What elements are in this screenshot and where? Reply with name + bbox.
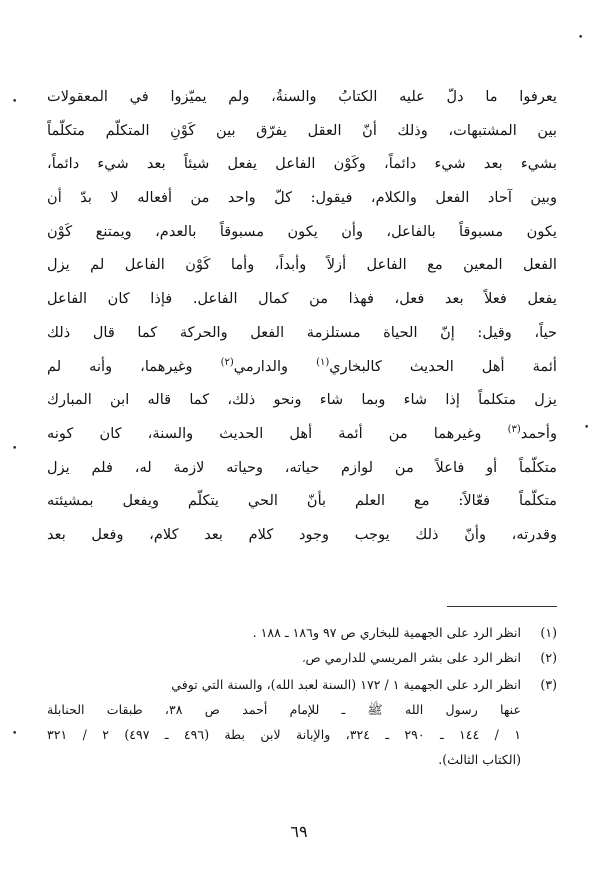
footnote-text: انظر الرد على الجهمية ١ / ١٧٢ (السنة لعبد الله)، والسنة التي توفي <box>171 677 521 692</box>
page-number: ٦٩ <box>290 822 308 841</box>
body-line: متكلّماً أو فاعلاً من لوازم حياته، وحياته لازمة له، فلم يزل <box>47 458 557 476</box>
body-line: بشيء بعد شيء دائماً، وكَوْن الفاعل يفعل شيئاً بعد شيء دائماً، <box>47 155 557 173</box>
body-line: متكلّماً فعّالاً: مع العلم بأنّ الحي يتكلّم ويفعل بمشيئته <box>47 492 557 510</box>
body-line: وقدرته، وأنّ ذلك يوجب وجود كلام بعد كلام، وفعل بعد <box>47 525 557 543</box>
footnote-ref-3[interactable]: (٣) <box>507 424 521 436</box>
footnote-text-content: انظر الرد على بشر المريسي للدارمي ص <box>305 650 521 665</box>
footnote-continuation: (الكتاب الثالث). <box>438 752 521 767</box>
body-line: حياً، وقيل: إنّ الحياة مستلزمة الفعل والحركة كما قال ذلك <box>47 323 557 341</box>
body-line-part: وأحمد <box>520 424 557 442</box>
footnote-continuation: ١ / ١٤٤ ـ ٢٩٠ ـ ٣٢٤، والإبانة لابن بطة (٤٩٦ ـ ٤٩٧) ٢ / ٣٢١ <box>47 727 522 742</box>
footnote-item <box>47 645 557 672</box>
body-line-with-refs <box>47 417 557 451</box>
margin-dot-mark: • <box>12 97 18 107</box>
body-line: وبين آحاد الفعل والكلام، فيقول: كلّ واحد من أفعاله لا بدّ أن <box>47 189 557 207</box>
footnotes-section <box>47 620 557 772</box>
body-line: يكون مسبوقاً بالفاعل، وأن يكون مسبوقاً بالعدم، ويمتنع كَوْن <box>47 222 557 240</box>
body-line: يفعل فعلاً بعد فعل، فهذا من كمال الفاعل. فإذا كان الفاعل <box>47 290 557 308</box>
footnote-text <box>47 645 521 672</box>
footnote-ref-1[interactable]: (١) <box>316 356 330 368</box>
body-line: يزل متكلماً إذا شاء وبما شاء ونحو ذلك، كما قاله ابن المبارك <box>47 391 557 409</box>
footnote-divider <box>447 606 557 607</box>
margin-dot-mark: • <box>584 423 590 433</box>
footnote-number: (١) <box>540 625 557 640</box>
footnote-number: (٣) <box>540 677 557 692</box>
body-line-with-refs <box>47 350 557 384</box>
footnote-number: (٢) <box>540 650 557 665</box>
footnote-item <box>47 620 557 645</box>
body-line: يعرفوا ما دلّ عليه الكتابُ والسنةُ، ولم يميّزوا في المعقولات <box>47 88 557 105</box>
footnote-item <box>47 672 557 697</box>
main-body-text <box>47 80 557 552</box>
margin-dot-mark: • <box>12 729 18 739</box>
margin-dot-mark: • <box>578 33 584 43</box>
footnote-ref-2[interactable]: (٢) <box>220 356 234 368</box>
body-line: الفعل المعين مع الفاعل أزلاً وأبداً، وأما كَوْن الفاعل لم يزل <box>47 256 557 274</box>
footnote-text: انظر الرد على الجهمية للبخاري ص ٩٧ و١٨٦ ـ ١٨٨ . <box>252 625 521 640</box>
footnote-continuation: عنها رسول الله ﷺ ـ للإمام أحمد ص ٣٨، طبقات الحنابلة <box>47 702 521 717</box>
body-line-part: أئمة أهل الحديث كالبخاري <box>329 357 557 375</box>
body-line-part: والدارمي <box>233 357 317 375</box>
honorific-symbol-icon: ، <box>302 654 306 665</box>
body-line: بين المشتبهات، وذلك أنّ العقل يفرّق بين كَوْنِ المتكلّم متكلّماً <box>47 121 557 139</box>
body-line-part: وغيرهما، وأنه لم <box>47 357 221 375</box>
margin-dot-mark: • <box>12 444 18 454</box>
body-line-part: وغيرهما من أئمة أهل الحديث والسنة، كان كونه <box>47 424 508 442</box>
